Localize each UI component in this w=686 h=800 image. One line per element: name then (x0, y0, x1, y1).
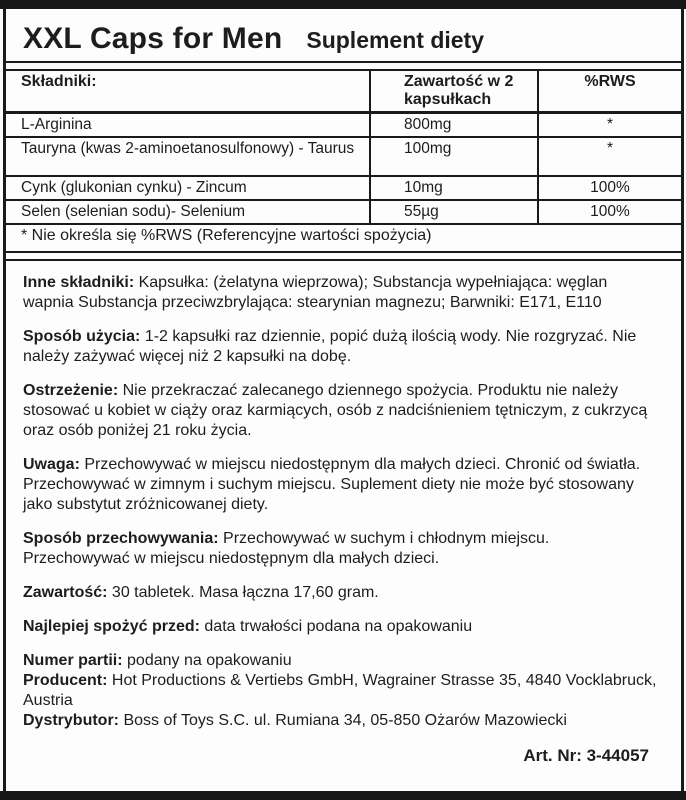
paragraph-label: Najlepiej spożyć przed: (23, 618, 200, 635)
table-row (6, 176, 681, 200)
paragraph-label: Producent: (23, 672, 108, 689)
paragraph-text: Przechowywać w suchym i chłodnym miejscu. Przechowywać w miejscu niedostępnym dla małych dzieci. (23, 530, 550, 567)
ingredient-name: Cynk (glukonian cynku) - Zincum (21, 179, 247, 196)
paragraph-text: 30 tabletek. Masa łączna 17,60 gram. (111, 584, 379, 601)
paragraph-text: Nie przekraczać zalecanego dziennego spożycia. Produktu nie należy stosować u kobiet w ciąży oraz karmiących, osób z nadciśnieniem tętniczym, z cukrzycą oraz osób poniżej 21 roku życia. (23, 382, 648, 439)
table-footnote-row (6, 224, 681, 251)
paragraph-text: Hot Productions & Vertiebs GmbH, Wagrainer Strasse 35, 4840 Vocklabruck, Austria (23, 672, 657, 709)
top-black-bar (0, 0, 686, 9)
paragraph-contents (23, 583, 659, 603)
ingredient-rws: 100% (538, 200, 681, 224)
paragraph-text: podany na opakowaniu (127, 652, 292, 669)
paragraph-label: Inne składniki: (23, 274, 135, 291)
paragraph-text: Przechowywać w miejscu niedostępnym dla małych dzieci. Chronić od światła. Przechowywać w zimnym i suchym miejscu. Suplement diety nie może być stosowany jako substytut zróżnicowanej diety. (23, 456, 641, 513)
column-header-rws: %RWS (538, 71, 681, 113)
ingredient-name: L-Arginina (21, 116, 92, 133)
column-header-amount: Zawartość w 2 kapsułkach (370, 71, 538, 113)
paragraph-text: 1-2 kapsułki raz dziennie, popić dużą ilością wody. Nie rozgryzać. Nie należy zażywać więcej niż 2 kapsułki na dobę. (23, 328, 637, 365)
batch-number-line (23, 651, 659, 671)
paragraph-best-before (23, 617, 659, 637)
column-header-ingredients: Składniki: (21, 73, 97, 90)
supplement-label (3, 9, 684, 791)
table-header-row (6, 71, 681, 113)
paragraph-label: Uwaga: (23, 456, 80, 473)
paragraph-other-ingredients (23, 273, 659, 313)
paragraph-label: Zawartość: (23, 584, 108, 601)
paragraph-label: Numer partii: (23, 652, 123, 669)
label-header (6, 9, 681, 63)
table-row (6, 113, 681, 138)
paragraph-storage (23, 529, 659, 569)
ingredients-table (6, 69, 681, 253)
ingredient-rws: * (538, 113, 681, 138)
paragraph-usage (23, 327, 659, 367)
product-subtitle: Suplement diety (306, 27, 485, 53)
ingredient-amount: 10mg (370, 176, 538, 200)
producer-line (23, 671, 659, 711)
paragraph-label: Dystrybutor: (23, 712, 120, 729)
distributor-line (23, 711, 659, 731)
paragraph-caution (23, 455, 659, 515)
bottom-black-bar (0, 791, 686, 800)
paragraph-text: data trwałości podana na opakowaniu (204, 618, 473, 635)
ingredient-rws: 100% (538, 176, 681, 200)
ingredient-name: Selen (selenian sodu)- Selenium (21, 203, 246, 220)
paragraph-text: Kapsułka: (żelatyna wieprzowa); Substancja wypełniająca: węglan wapnia Substancja przeciwzbrylająca: stearynian magnezu; Barwniki: E171, E110 (23, 274, 608, 311)
ingredient-rws: * (538, 137, 681, 176)
table-row (6, 200, 681, 224)
ingredient-amount: 100mg (370, 137, 538, 176)
paragraph-label: Sposób użycia: (23, 328, 141, 345)
paragraph-label: Ostrzeżenie: (23, 382, 119, 399)
article-number: Art. Nr: 3-44057 (523, 746, 649, 765)
ingredient-amount: 55µg (370, 200, 538, 224)
ingredient-name: Tauryna (kwas 2-aminoetanosulfonowy) - Taurus (21, 140, 355, 157)
label-body (6, 259, 681, 791)
ingredient-amount: 800mg (370, 113, 538, 138)
paragraph-text: Boss of Toys S.C. ul. Rumiana 34, 05-850 Ożarów Mazowiecki (123, 712, 567, 729)
table-row (6, 137, 681, 176)
paragraph-warning (23, 381, 659, 441)
paragraph-label: Sposób przechowywania: (23, 530, 219, 547)
product-title: XXL Caps for Men (23, 22, 283, 55)
rws-footnote: * Nie określa się %RWS (Referencyjne wartości spożycia) (21, 227, 432, 244)
